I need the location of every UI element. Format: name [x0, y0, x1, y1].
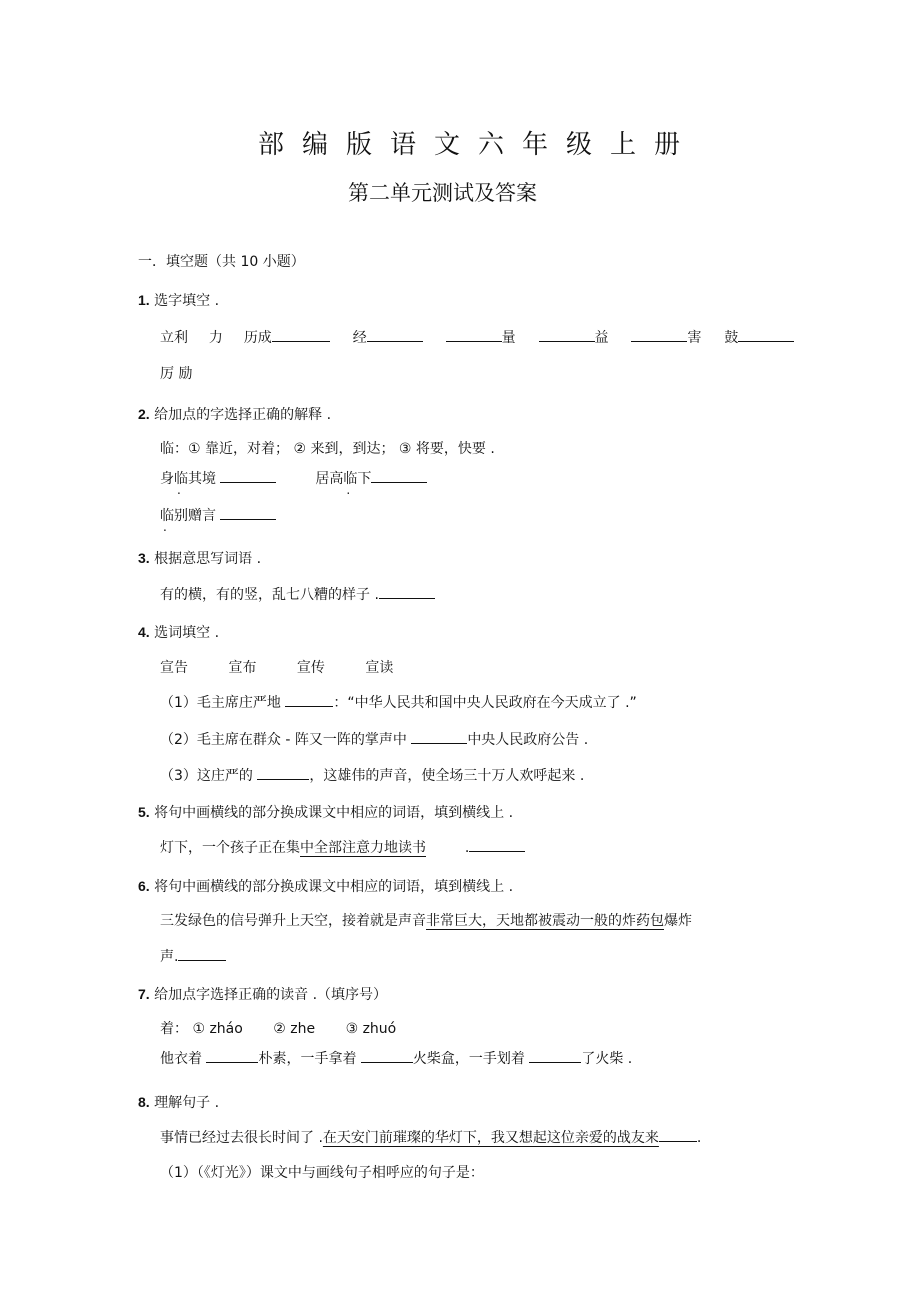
q2-options: 临：① 靠近，对着； ② 来到，到达； ③ 将要，快要 . [160, 441, 495, 457]
question-number: 2. [138, 406, 150, 422]
underlined-phrase: 在天安门前璀璨的华灯下，我又想起这位亲爱的战友来 [322, 1130, 659, 1146]
q7-text: 火柴盒，一手划着 [412, 1051, 525, 1067]
q1-item: 经 [352, 330, 367, 346]
q1-items-row [160, 327, 794, 347]
q4-text: ，这雄伟的声音，使全场三十万人欢呼起来 . [309, 768, 585, 784]
answer-blank[interactable] [272, 327, 330, 342]
q7-text: 了火柴 . [581, 1051, 633, 1067]
q8-text: . [696, 1130, 702, 1146]
q1-item: 立利 [160, 330, 188, 346]
q1-item: 量 [501, 330, 516, 346]
question-prompt: 将句中画横线的部分换成课文中相应的词语，填到横线上 . [154, 805, 514, 821]
q4-sentence-1 [160, 692, 637, 712]
q1-item: 力 [208, 330, 223, 346]
question-prompt: 理解句子 . [154, 1095, 220, 1111]
answer-blank[interactable] [738, 327, 794, 342]
answer-blank[interactable] [367, 327, 423, 342]
q2-text: 其境 [188, 471, 216, 487]
question-number: 7. [138, 986, 150, 1002]
question-prompt: 给加点字选择正确的读音 .（填序号） [154, 987, 388, 1003]
q1-item: 害 [687, 330, 702, 346]
answer-blank[interactable] [529, 1048, 581, 1063]
answer-blank[interactable] [379, 584, 435, 599]
q7-text: 他衣着 [160, 1051, 202, 1067]
q4-sentence-3 [160, 765, 584, 785]
q2-text: 下 [357, 471, 372, 487]
q5-text: . [464, 840, 470, 856]
q1-extra: 厉 励 [160, 366, 193, 382]
q8-row [160, 1127, 701, 1147]
word-option: 宣布 [228, 660, 257, 676]
question-7 [138, 984, 387, 1004]
word-option: 宣读 [365, 660, 394, 676]
q2-text: 别赠言 [174, 508, 216, 524]
word-option: 宣传 [296, 660, 325, 676]
question-number: 5. [138, 804, 150, 820]
question-6 [138, 876, 513, 896]
question-prompt: 将句中画横线的部分换成课文中相应的词语，填到横线上 . [154, 879, 514, 895]
question-4 [138, 622, 219, 642]
answer-blank[interactable] [411, 729, 467, 744]
q4-text: （2）毛主席在群众 - 阵又一阵的掌声中 [160, 732, 407, 748]
question-prompt: 选词填空 . [154, 625, 220, 641]
page-title: 部编版语文六年级上册 [258, 130, 699, 160]
question-number: 8. [138, 1094, 150, 1110]
question-prompt: 选字填空 . [154, 293, 220, 309]
answer-blank[interactable] [469, 837, 525, 852]
answer-blank[interactable] [206, 1048, 258, 1063]
q6-row-2 [160, 946, 226, 966]
q4-text: 中央人民政府公告 . [467, 732, 589, 748]
answer-blank[interactable] [631, 327, 687, 342]
question-prompt: 给加点的字选择正确的解释 . [154, 407, 332, 423]
answer-blank[interactable] [220, 505, 276, 520]
q3-text: 有的横，有的竖，乱七八糟的样子 . [160, 587, 379, 603]
q5-row [160, 837, 525, 857]
question-number: 3. [138, 550, 150, 566]
answer-blank[interactable] [371, 468, 427, 483]
answer-blank[interactable] [361, 1048, 413, 1063]
q7-text: 朴素，一手拿着 [258, 1051, 357, 1067]
underlined-phrase: 非常巨大，天地都被震动一般的炸药包 [426, 913, 664, 929]
q6-text: 声. [160, 949, 179, 965]
question-3 [138, 548, 261, 568]
dotted-char: 临 [160, 508, 174, 524]
page-subtitle: 第二单元测试及答案 [348, 181, 537, 205]
answer-blank[interactable] [285, 692, 333, 707]
dotted-char: 临 [174, 471, 188, 487]
q1-item: 鼓 [724, 330, 739, 346]
q4-sentence-2 [160, 729, 588, 749]
q1-item: 益 [594, 330, 609, 346]
question-number: 1. [138, 292, 150, 308]
q4-text: （1）毛主席庄严地 [160, 695, 281, 711]
q2-row-2 [160, 505, 276, 525]
question-number: 4. [138, 624, 150, 640]
q5-text: 灯下，一个孩子正在集 [160, 840, 300, 856]
q2-text: 身 [160, 471, 174, 487]
q4-options [160, 657, 407, 677]
question-1 [138, 290, 219, 310]
q6-row [160, 910, 692, 930]
pinyin-option: ② zhe [273, 1021, 316, 1037]
q6-text: 爆炸 [664, 913, 692, 929]
answer-blank[interactable] [659, 1127, 697, 1142]
question-number: 6. [138, 878, 150, 894]
pinyin-option: ① zháo [192, 1021, 243, 1037]
question-2 [138, 404, 331, 424]
q2-text: 居高 [315, 471, 344, 487]
q4-text: （3）这庄严的 [160, 768, 253, 784]
q6-text: 三发绿色的信号弹升上天空，接着就是声音 [160, 913, 426, 929]
q7-sentence [160, 1048, 632, 1068]
answer-blank[interactable] [446, 327, 502, 342]
question-prompt: 根据意思写词语 . [154, 551, 262, 567]
answer-blank[interactable] [220, 468, 276, 483]
q7-label: 着： [160, 1021, 188, 1037]
q3-row [160, 584, 435, 604]
dotted-char: 临 [343, 471, 358, 487]
word-option: 宣告 [160, 660, 188, 676]
answer-blank[interactable] [539, 327, 595, 342]
q8-text: 事情已经过去很长时间了 . [160, 1130, 323, 1146]
question-5 [138, 802, 513, 822]
underlined-phrase: 中全部注意力地读书 [300, 840, 426, 856]
q8-sub-1: （1）（《灯光》）课文中与画线句子相呼应的句子是： [160, 1165, 484, 1181]
q1-item: 历成 [243, 330, 272, 346]
section-header: 一．填空题（共 10 小题） [138, 254, 305, 270]
answer-blank[interactable] [178, 946, 226, 961]
answer-blank[interactable] [257, 765, 309, 780]
q2-row-1 [160, 468, 427, 488]
q4-text: ：“中华人民共和国中央人民政府在今天成立了 .” [333, 695, 637, 711]
q7-options [160, 1018, 410, 1038]
pinyin-option: ③ zhuó [345, 1021, 397, 1037]
question-8 [138, 1092, 219, 1112]
